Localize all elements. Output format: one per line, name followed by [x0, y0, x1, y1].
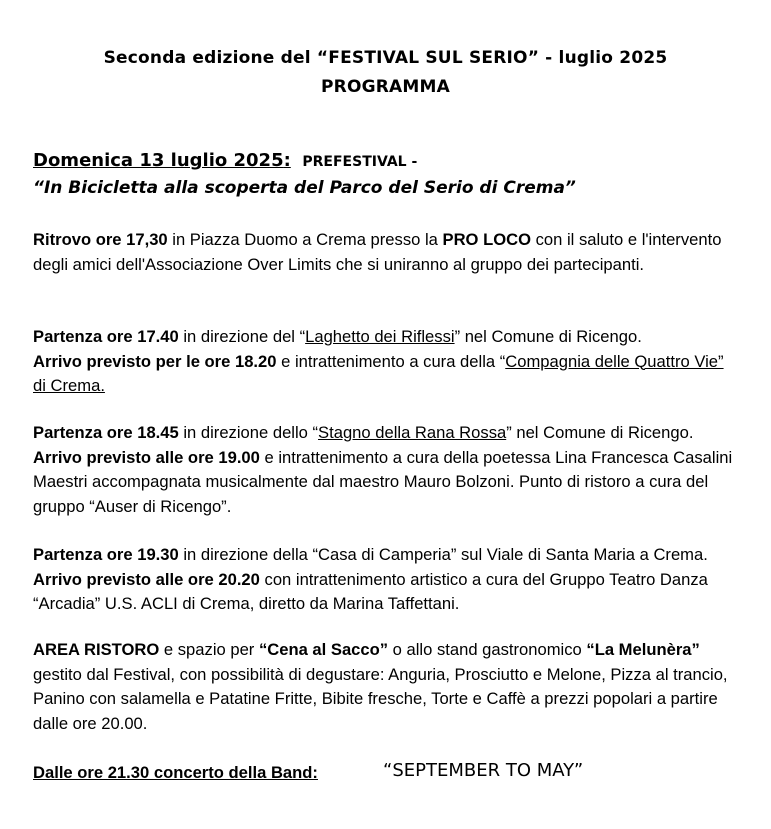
band-label: Dalle ore 21.30 concerto della Band:: [33, 763, 318, 782]
text: gestito dal Festival, con possibilità di degustare: Anguria, Prosciutto e Melone, Pizza al trancio, Panino con salamella e Patatine Fritte, Bibite fresche, Torte e Caffè a prezzi popolari a partire dalle ore 20.00.: [33, 664, 728, 733]
paragraph-area-ristoro: [33, 638, 733, 736]
place-stagno: Stagno della Rana Rossa: [318, 423, 507, 442]
partenza-time: Partenza ore 19.30: [33, 545, 179, 564]
place-laghetto: Laghetto dei Riflessi: [305, 327, 455, 346]
cena-al-sacco: “Cena al Sacco”: [258, 640, 389, 659]
paragraph-partenza-2: [33, 421, 733, 519]
arrivo-time: Arrivo previsto per le ore 18.20: [33, 351, 277, 371]
text: o allo stand gastronomico: [388, 640, 587, 659]
paragraph-partenza-3: [33, 543, 733, 617]
text: con il saluto e l'intervento degli amici dell'Associazione Over Limits che si uniranno al gruppo dei partecipanti.: [33, 230, 722, 274]
area-ristoro-label: AREA RISTORO: [33, 640, 160, 659]
text: e intrattenimento a cura della poetessa Lina Francesca Casalini Maestri accompagnata musicalmente dal maestro Mauro Bolzoni. Punto di ristoro a cura del gruppo “Auser di Ricengo”.: [33, 447, 733, 516]
text: ” nel Comune di Ricengo.: [506, 423, 694, 442]
band-name: “SEPTEMBER TO MAY”: [383, 760, 584, 781]
pro-loco: PRO LOCO: [442, 230, 532, 249]
program-heading: PROGRAMMA: [321, 77, 450, 97]
text: in direzione della “Casa di Camperia” sul Viale di Santa Maria a Crema.: [178, 545, 708, 564]
text: e spazio per: [159, 640, 259, 659]
paragraph-ritrovo: [33, 228, 733, 277]
day-date: Domenica 13 luglio 2025: [33, 150, 284, 171]
text: e intrattenimento a cura della “: [276, 351, 506, 371]
ritrovo-time: Ritrovo ore 17,30: [33, 230, 168, 249]
partenza-time: Partenza ore 18.45: [33, 423, 179, 442]
day-colon: :: [283, 150, 291, 171]
text: in Piazza Duomo a Crema presso la: [167, 230, 443, 249]
text: ” nel Comune di Ricengo.: [454, 327, 642, 346]
text: in direzione del “: [178, 327, 306, 346]
la-melunera: “La Melunèra”: [586, 640, 700, 659]
text: con intrattenimento artistico a cura del Gruppo Teatro Danza “Arcadia” U.S. ACLI di Crema, diretto da Marina Taffettani.: [33, 569, 708, 613]
event-subtitle: “In Bicicletta alla scoperta del Parco del Serio di Crema”: [33, 178, 576, 198]
text: in direzione dello “: [178, 423, 319, 442]
partenza-time: Partenza ore 17.40: [33, 327, 179, 346]
arrivo-time: Arrivo previsto alle ore 20.20: [33, 569, 260, 589]
arrivo-time: Arrivo previsto alle ore 19.00: [33, 447, 260, 467]
prefestival-label: PREFESTIVAL -: [302, 154, 418, 170]
document-title: Seconda edizione del “FESTIVAL SUL SERIO” - luglio 2025: [103, 48, 668, 68]
day-heading: [33, 150, 417, 171]
paragraph-partenza-1: [33, 325, 733, 399]
compagnia-name: Compagnia delle Quattro Vie” di Crema.: [33, 351, 724, 395]
